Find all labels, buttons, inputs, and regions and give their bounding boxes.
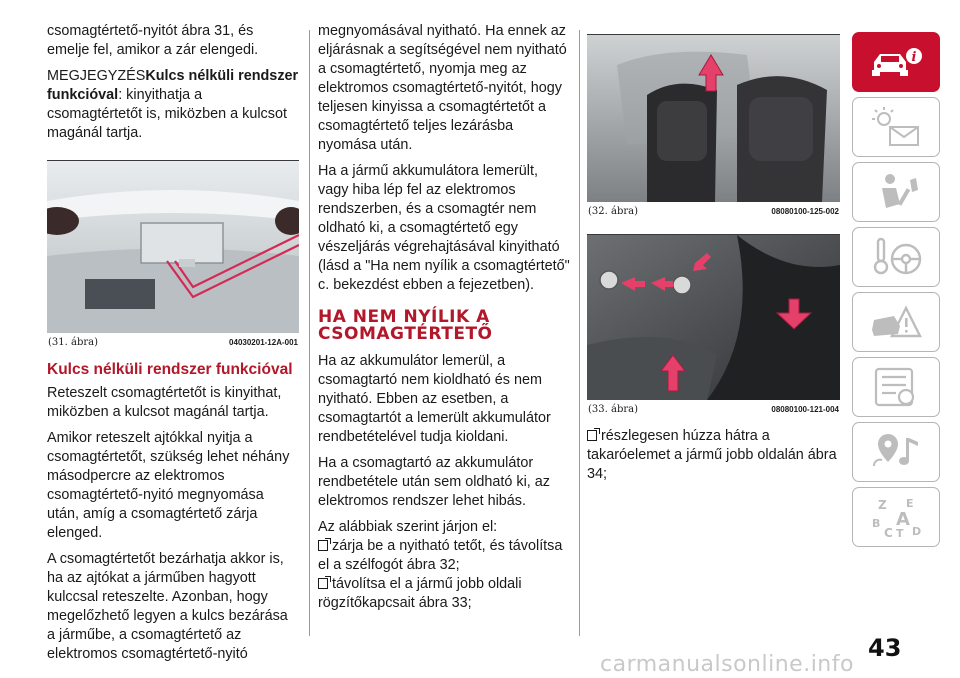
figure-code: 08080100-125-002 [771, 207, 839, 216]
tab-warning-lights[interactable] [852, 97, 940, 157]
step-item: zárja be a nyitható tetőt, és távolítsa el a szélfogót ábra 32; [318, 538, 563, 573]
figure-33 [587, 234, 840, 415]
svg-text:i: i [911, 50, 917, 65]
heading-line: CSOMAGTÉRTETŐ [318, 324, 493, 344]
figure-31 [47, 160, 299, 348]
figure-number: (33. ábra) [588, 404, 638, 415]
figure-code: 04030201-12A-001 [229, 338, 298, 347]
figure-caption [587, 400, 840, 415]
paragraph: A csomagtértetőt bezárhatja akkor is, ha az ajtókat a járműben hagyott kulccsal reteszelte. Azonban, hogy megelőzhető legyen a kulcs bezárása a járműbe, a csomagtértető az elektromos csomagtértető-nyitó [47, 551, 288, 662]
page-number: 43 [868, 634, 902, 662]
index-letter: B [872, 517, 881, 530]
figure-32 [587, 34, 840, 217]
figure-code: 08080100-121-004 [771, 405, 839, 414]
tab-key-steering[interactable] [852, 227, 940, 287]
trunk-lid-photo [47, 161, 299, 333]
tab-maintenance[interactable] [852, 357, 940, 417]
paragraph: Amikor reteszelt ajtókkal nyitja a csomagtértetőt, szükség lehet néhány másodpercre az elektromos csomagtértető-nyitó megnyomása után, amíg a csomagtértető zárja elenged. [47, 430, 290, 541]
figure-caption [47, 333, 299, 348]
column-left [47, 22, 299, 671]
checkbox-bullet-icon [318, 540, 328, 551]
step-item: részlegesen húzza hátra a takaróelemet a jármű jobb oldalán ábra 34; [587, 428, 837, 482]
paragraph: Reteszelt csomagtértetőt is kinyithat, miközben a kulcsot magánál tartja. [47, 385, 282, 420]
seat-airbag-icon [866, 170, 926, 214]
paragraph [587, 427, 840, 484]
column-middle [318, 22, 570, 613]
maintenance-checklist-icon [866, 365, 926, 409]
chapter-tabs [852, 32, 942, 552]
alphabetical-index-icon [866, 495, 926, 539]
retaining-clips-photo [587, 235, 840, 400]
column-right [587, 34, 840, 491]
index-letter: Z [878, 498, 887, 512]
tab-car-accident[interactable] [852, 292, 940, 352]
figure-caption [587, 202, 840, 217]
paragraph: Ha a jármű akkumulátora lemerült, vagy hiba lép fel az elektromos rendszerben, és a csomagtér nem oldható ki, a csomagtértető egy vészeljárás végrehajtásával kinyitható (lásd a "Ha nem nyílik a csomagtértető" c. bekezdést ebben a fejezetben). [318, 163, 570, 293]
windscreen-photo [587, 35, 840, 202]
checkbox-bullet-icon [318, 578, 328, 589]
paragraph [318, 518, 570, 613]
car-accident-icon [866, 300, 926, 344]
index-letter: A [896, 509, 910, 530]
column-divider [309, 30, 310, 636]
section-heading [318, 309, 570, 343]
paragraph: megnyomásával nyitható. Ha ennek az eljárásnak a segítségével nem nyitható a csomagtértető, nyomja meg az elektromos csomagtértető-nyitót, hogy teljesen kinyissa a csomagtértetőt a csomagtértető teljes lezárásba nyomása után. [318, 23, 567, 153]
paragraph-text: Az alábbiak szerint járjon el: [318, 519, 498, 535]
media-navigation-icon [866, 430, 926, 474]
note-prefix: MEGJEGYZÉS [47, 68, 146, 84]
paragraph: Ha az akkumulátor lemerül, a csomagtartó nem kioldható és nem nyitható. Ebben az esetben, a csomagtartót a lemerült akkumulátor rendbetételével tudja kioldani. [318, 353, 551, 445]
car-info-icon [866, 42, 926, 82]
figure-number: (31. ábra) [48, 337, 98, 348]
key-steering-icon [866, 235, 926, 279]
index-letter: C [884, 526, 893, 539]
tab-media-navigation[interactable] [852, 422, 940, 482]
note-bold: Kulcs nélküli rendszer funkcióval [47, 68, 299, 103]
tab-alphabetical-index[interactable] [852, 487, 940, 547]
watermark: carmanualsonline.info [600, 652, 854, 677]
step-item: távolítsa el a jármű jobb oldali rögzítőkapcsait ábra 33; [318, 576, 522, 611]
checkbox-bullet-icon [587, 430, 597, 441]
tab-seat-airbag[interactable] [852, 162, 940, 222]
column-divider [579, 30, 580, 636]
heading-line: HA NEM NYÍLIK A [318, 307, 490, 327]
index-letter: T [896, 527, 904, 539]
note-rest: : kinyithatja a csomagtértetőt is, miközben a kulcsot magánál tartja. [47, 87, 287, 141]
index-letter: D [912, 525, 922, 538]
index-letter: E [906, 497, 914, 510]
figure-number: (32. ábra) [588, 206, 638, 217]
warning-lights-icon [866, 105, 926, 149]
subheading-keyless: Kulcs nélküli rendszer funkcióval [47, 361, 293, 378]
note-paragraph [47, 67, 299, 143]
paragraph: Ha a csomagtartó az akkumulátor rendbetétele után sem oldható ki, az elektromos rendszer lehet hibás. [318, 455, 550, 509]
paragraph: csomagtértető-nyitót ábra 31, és emelje fel, amikor a zár elengedi. [47, 23, 259, 58]
tab-car-info[interactable] [852, 32, 940, 92]
